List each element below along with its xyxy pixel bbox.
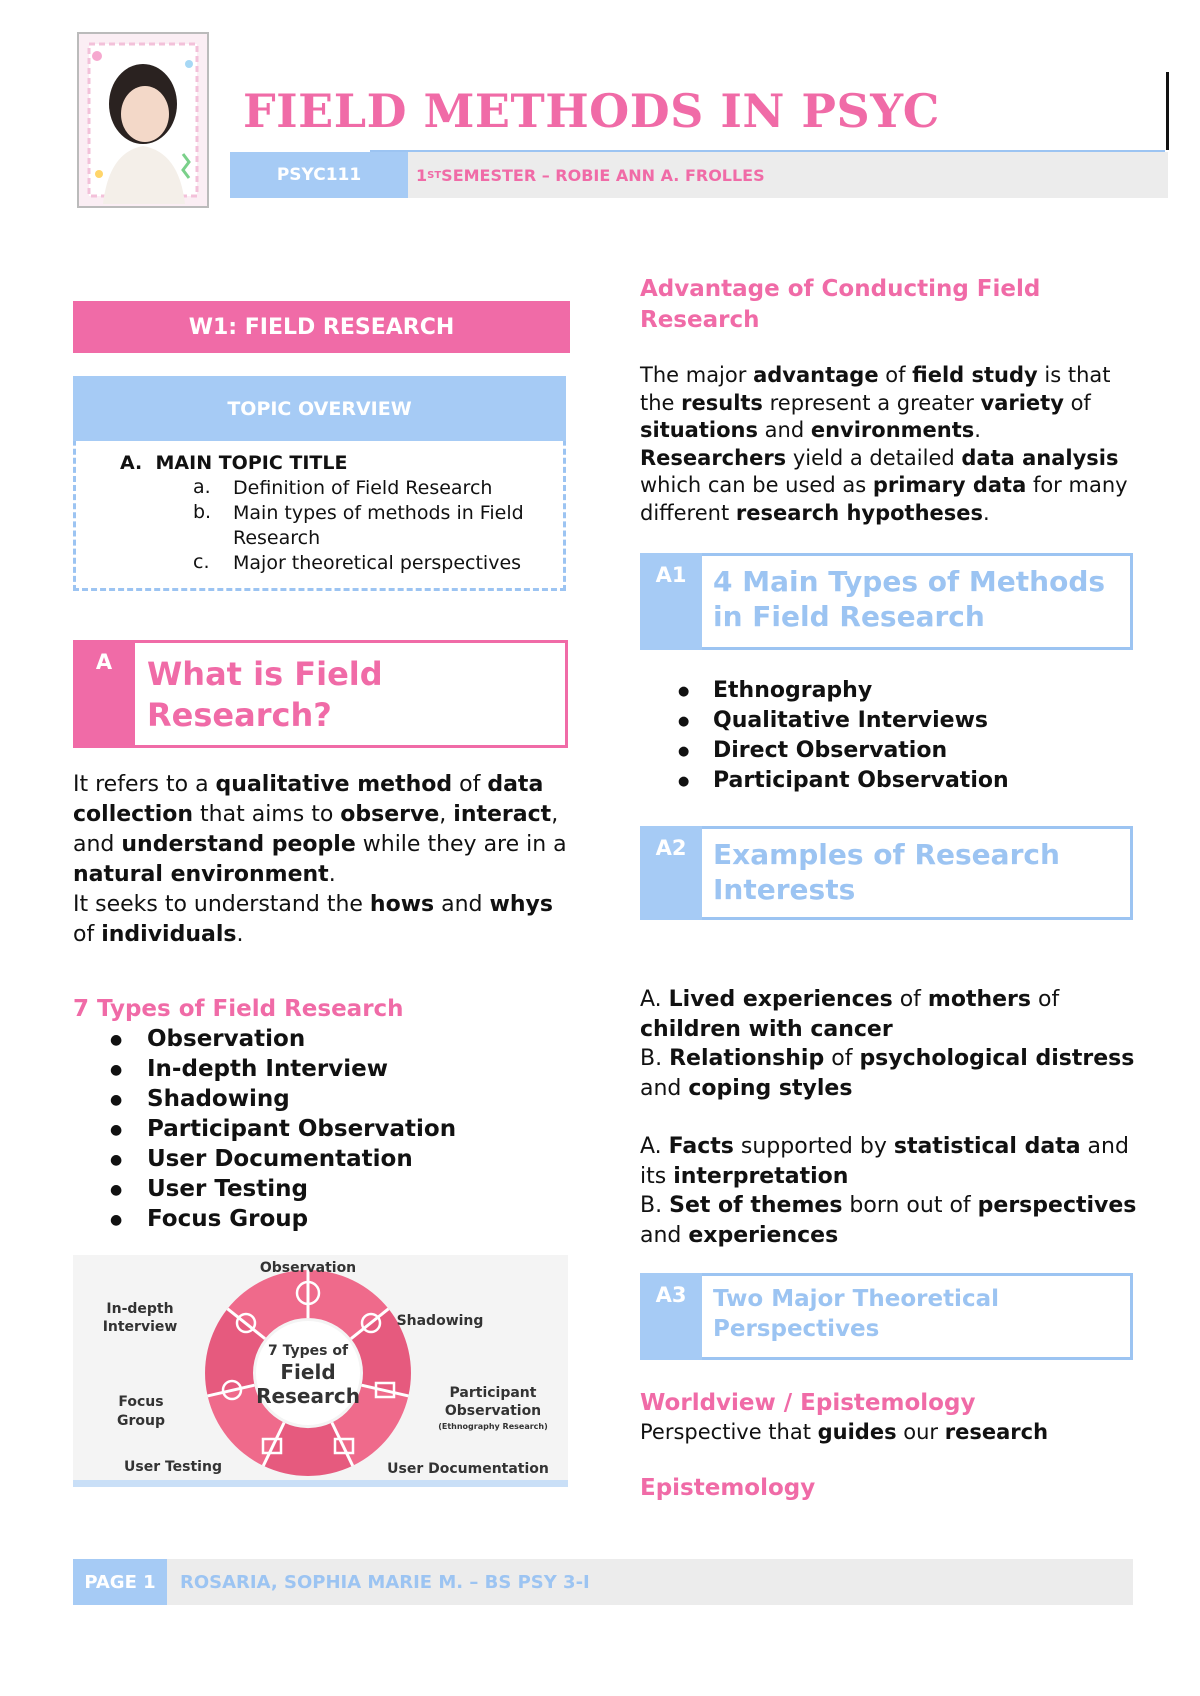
wheel-label-participant1: Participant (449, 1385, 537, 1401)
advantage-text: The major advantage of field study is that the results represent a greater variety of situations and environments. Researchers yield a detailed data analysis which can be used as primary data for many different research hypotheses. (640, 363, 1128, 525)
field-research-wheel (73, 1255, 568, 1487)
overview-item-label: b. (193, 501, 212, 523)
list-item: ● Participant Observation (110, 1116, 456, 1146)
semester-number: 1 (416, 165, 428, 185)
wheel-label-userdoc: User Documentation (387, 1461, 549, 1477)
title-divider (1166, 72, 1169, 150)
wheel-label-participant2: Observation (444, 1403, 542, 1419)
profile-photo (77, 32, 209, 208)
overview-item-text: Major theoretical perspectives (233, 552, 522, 574)
research-example-2: A. Facts supported by statistical data and its interpretation B. Set of themes born out of perspectives and experiences (640, 1134, 1137, 1248)
epistemology-title: Epistemology (640, 1475, 816, 1501)
main-topic-label: A. (120, 452, 143, 474)
semester-instructor: SEMESTER – ROBIE ANN A. FROLLES (441, 165, 765, 185)
section-a2-title: Examples of Research Interests (713, 838, 1060, 906)
advantage-title: Advantage of Conducting Field Research (640, 276, 1041, 333)
list-item: ● Qualitative Interviews (678, 708, 1009, 738)
section-a1-title: 4 Main Types of Methods in Field Research (713, 565, 1106, 633)
section-a3-tab: A3 (640, 1273, 702, 1360)
wheel-label-usertest: User Testing (124, 1459, 222, 1475)
footer-author: ROSARIA, SOPHIA MARIE M. – BS PSY 3-I (180, 1571, 590, 1593)
wheel-center-line3: Research (256, 1384, 360, 1408)
overview-item-label: a. (193, 476, 211, 498)
section-a1-tab: A1 (640, 553, 702, 650)
worldview-text: Perspective that guides our research (640, 1420, 1049, 1444)
section-a-title: What is Field Research? (147, 655, 383, 734)
section-a3-title: Two Major Theoretical Perspectives (713, 1286, 999, 1342)
wheel-center-line1: 7 Types of (267, 1343, 349, 1359)
section-a-tab: A (73, 640, 135, 748)
wheel-label-focus1: Focus (118, 1394, 164, 1410)
types-title: 7 Types of Field Research (73, 996, 404, 1022)
list-item: ● In-depth Interview (110, 1056, 456, 1086)
list-item: ● User Documentation (110, 1146, 456, 1176)
types-list (110, 1026, 456, 1236)
list-item: ● Participant Observation (678, 768, 1009, 798)
section-a2-tab: A2 (640, 826, 702, 920)
list-item: ● User Testing (110, 1176, 456, 1206)
methods-list (678, 678, 1009, 798)
list-item: ● Ethnography (678, 678, 1009, 708)
worldview-title: Worldview / Epistemology (640, 1390, 976, 1416)
list-item: ● Observation (110, 1026, 456, 1056)
list-item: ● Shadowing (110, 1086, 456, 1116)
page-number: PAGE 1 (73, 1559, 167, 1605)
list-item: ● Focus Group (110, 1206, 456, 1236)
week-banner: W1: FIELD RESEARCH (73, 301, 570, 353)
semester-ordinal: ST (427, 169, 442, 181)
wheel-label-indepth2: Interview (102, 1319, 178, 1335)
topic-overview-heading: TOPIC OVERVIEW (73, 376, 566, 441)
overview-item-text: Definition of Field Research (233, 477, 493, 499)
wheel-label-shadowing: Shadowing (396, 1313, 484, 1329)
overview-item-text: Main types of methods in Field Research (233, 502, 524, 549)
wheel-label-focus2: Group (116, 1413, 166, 1429)
semester-info (408, 152, 1168, 198)
list-item: ● Direct Observation (678, 738, 1009, 768)
main-topic-title (120, 452, 347, 474)
research-example-1: A. Lived experiences of mothers of children with cancer B. Relationship of psychological distress and coping styles (640, 987, 1135, 1101)
overview-item-label: c. (193, 551, 210, 573)
main-topic-text: MAIN TOPIC TITLE (155, 452, 348, 474)
field-research-definition: It refers to a qualitative method of data collection that aims to observe, interact, and understand people while they are in a natural environment. It seeks to understand the hows and whys of individuals. (73, 772, 567, 947)
wheel-center-line2: Field (280, 1360, 336, 1384)
wheel-label-indepth1: In-depth (106, 1301, 174, 1317)
wheel-label-participant3: (Ethnography Research) (438, 1422, 548, 1431)
course-code: PSYC111 (230, 152, 408, 198)
wheel-label-observation: Observation (259, 1260, 357, 1276)
document-title: FIELD METHODS IN PSYC (243, 84, 940, 138)
